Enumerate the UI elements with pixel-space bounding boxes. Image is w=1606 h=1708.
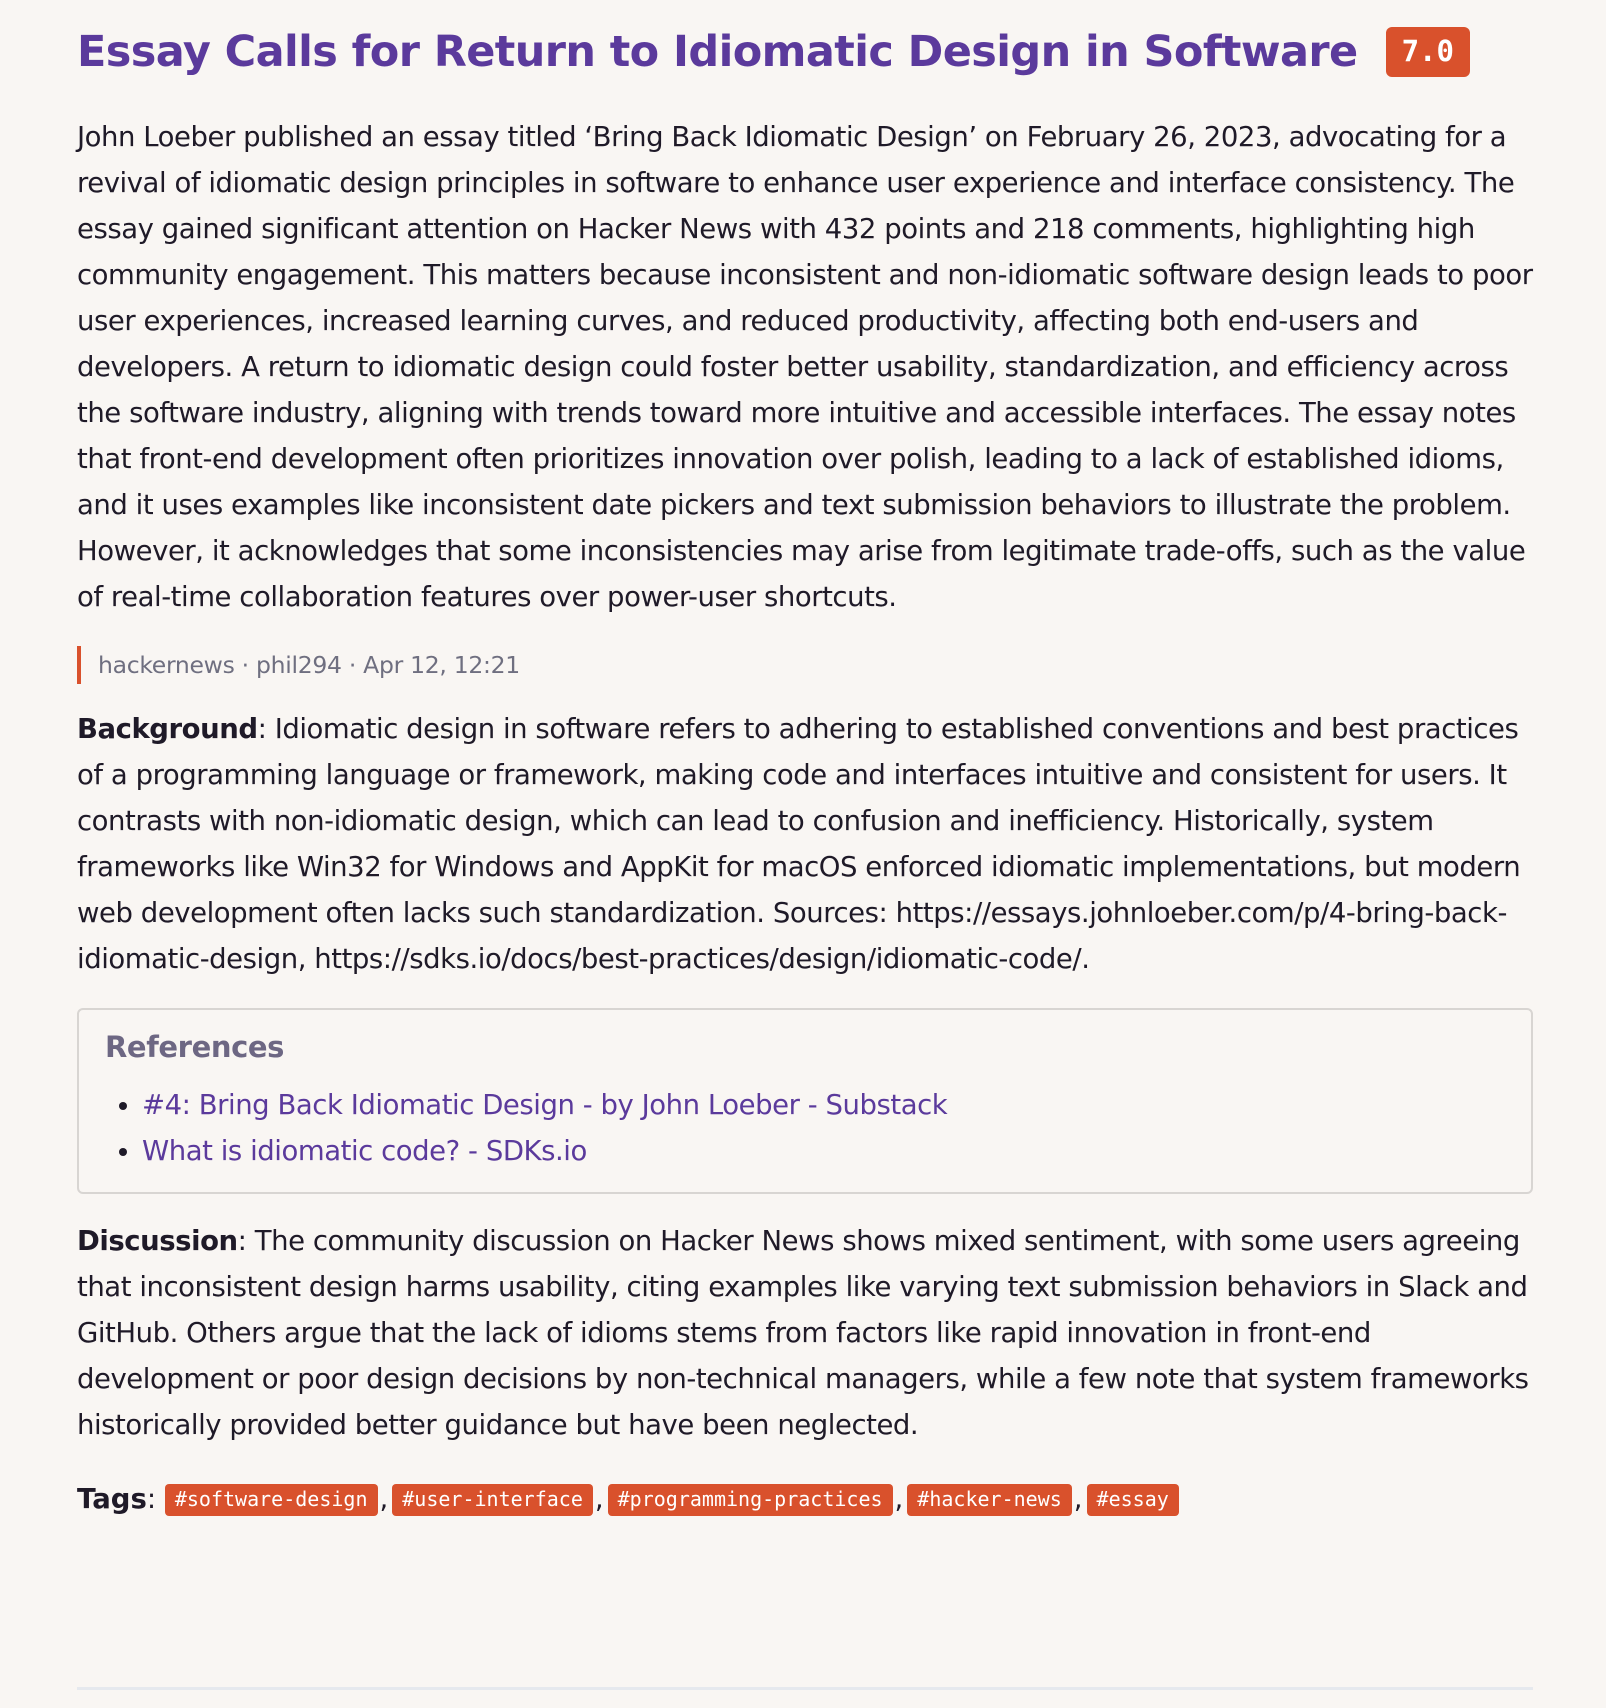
background-paragraph — [77, 706, 1533, 982]
reference-link[interactable]: #4: Bring Back Idiomatic Design - by John Loeber - Substack — [142, 1089, 948, 1121]
tag-separator: , — [594, 1483, 604, 1515]
title-row — [77, 22, 1533, 82]
tag-chip[interactable]: #essay — [1087, 1484, 1179, 1516]
tag-chip[interactable]: #user-interface — [392, 1484, 593, 1516]
discussion-text: : The community discussion on Hacker News shows mixed sentiment, with some users agreeing that inconsistent design harms usability, citing examples like varying text submission behaviors in Slack and GitHub. Others argue that the lack of idioms stems from factors like rapid innovation in front-end development or poor design decisions by non-technical managers, while a few note that system frameworks historically provided better guidance but have been neglected. — [77, 1225, 1529, 1441]
article-meta — [77, 646, 1533, 684]
score-badge: 7.0 — [1386, 27, 1470, 76]
background-text: : Idiomatic design in software refers to adhering to established conventions and best practices of a programming language or framework, making code and interfaces intuitive and consistent for users. It contrasts with non-idiomatic design, which can lead to confusion and inefficiency. Historically, system frameworks like Win32 for Windows and AppKit for macOS enforced idiomatic implementations, but modern web development often lacks such standardization. Sources: https://essays.johnloeber.com/p/4-bring-back-idiomatic-design, https://sdks.io/docs/best-practices/design/idiomatic-code/. — [77, 713, 1521, 975]
tag-chip[interactable]: #hacker-news — [907, 1484, 1072, 1516]
meta-author[interactable]: phil294 — [256, 651, 342, 679]
summary-paragraph: John Loeber published an essay titled ‘Bring Back Idiomatic Design’ on February 26, 2023, advocating for a revival of idiomatic design principles in software to enhance user experience and interface consistency. The essay gained significant attention on Hacker News with 432 points and 218 comments, highlighting high community engagement. This matters because inconsistent and non-idiomatic software design leads to poor user experiences, increased learning curves, and reduced productivity, affecting both end-users and developers. A return to idiomatic design could foster better usability, standardization, and efficiency across the software industry, aligning with trends toward more intuitive and accessible interfaces. The essay notes that front-end development often prioritizes innovation over polish, leading to a lack of established idioms, and it uses examples like inconsistent date pickers and text submission behaviors to illustrate the problem. However, it acknowledges that some inconsistencies may arise from legitimate trade-offs, such as the value of real-time collaboration features over power-user shortcuts. — [77, 121, 1533, 613]
references-heading: References — [105, 1030, 285, 1064]
tag-chip[interactable]: #programming-practices — [608, 1484, 893, 1516]
tags-colon: : — [146, 1483, 157, 1515]
article-title: Essay Calls for Return to Idiomatic Design in Software — [77, 27, 1358, 77]
meta-separator: · — [234, 651, 257, 679]
list-item — [142, 1082, 1531, 1128]
references-box — [77, 1008, 1533, 1194]
bottom-divider — [77, 1687, 1533, 1690]
article — [77, 22, 1533, 1522]
meta-source[interactable]: hackernews — [98, 651, 235, 679]
list-item — [142, 1128, 1531, 1174]
tag-separator: , — [379, 1483, 389, 1515]
tags-label: Tags — [77, 1483, 147, 1515]
tags-row — [77, 1476, 1533, 1522]
references-list — [79, 1082, 1531, 1174]
discussion-label: Discussion — [77, 1225, 238, 1257]
meta-date: Apr 12, 12:21 — [363, 651, 520, 679]
tag-separator: , — [894, 1483, 904, 1515]
background-label: Background — [77, 713, 258, 745]
tag-separator: , — [1073, 1483, 1083, 1515]
discussion-paragraph — [77, 1218, 1533, 1448]
tag-chip[interactable]: #software-design — [165, 1484, 378, 1516]
meta-separator: · — [341, 651, 364, 679]
reference-link[interactable]: What is idiomatic code? - SDKs.io — [142, 1135, 587, 1167]
